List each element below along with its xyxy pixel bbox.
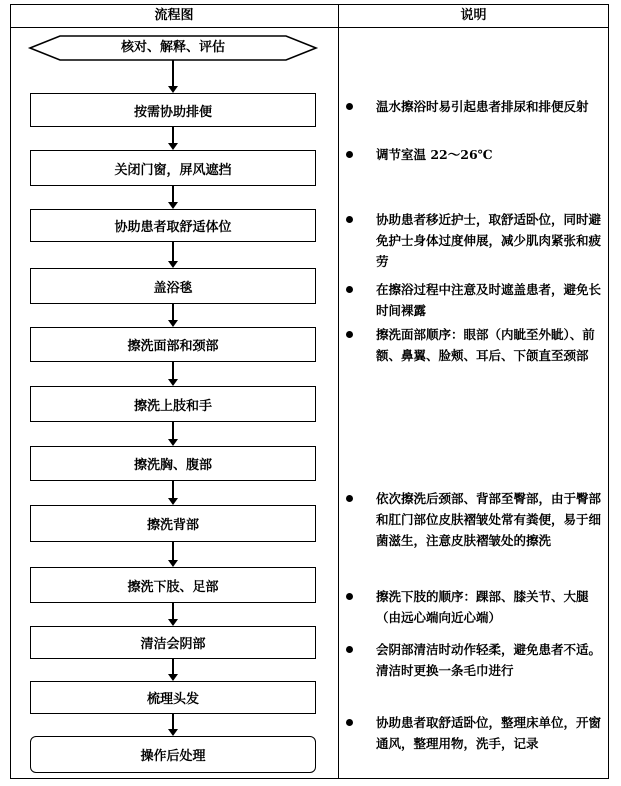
flow-arrow <box>167 603 179 626</box>
note-item <box>346 324 604 366</box>
step-clean-perineum <box>30 626 316 659</box>
step-comb-hair <box>30 681 316 714</box>
flow-arrow <box>167 714 179 736</box>
bullet-icon <box>346 719 353 726</box>
step-label: 协助患者取舒适体位 <box>114 220 232 235</box>
note-item <box>346 488 604 551</box>
step-cover-blanket <box>30 268 316 304</box>
bullet-icon <box>346 103 353 110</box>
bullet-icon <box>346 151 353 158</box>
step-label: 擦洗上肢和手 <box>133 398 212 414</box>
bullet-icon <box>346 331 353 338</box>
step-label: 清洁会阴部 <box>140 637 206 652</box>
step-label: 关闭门窗，屏风遮挡 <box>114 162 232 178</box>
step-label: 按需协助排便 <box>133 104 212 120</box>
end-post-operation <box>30 736 316 773</box>
step-label: 擦洗下肢、足部 <box>127 579 219 595</box>
flow-arrow <box>167 186 179 209</box>
bullet-icon <box>346 286 353 293</box>
note-item <box>346 586 604 628</box>
note-text: 擦洗下肢的顺序：踝部、膝关节、大腿（由远心端向近心端） <box>376 589 589 625</box>
flow-arrow <box>167 242 179 268</box>
note-item <box>346 144 604 165</box>
flow-arrow <box>167 127 179 150</box>
flow-arrow <box>167 422 179 446</box>
bullet-icon <box>346 646 353 653</box>
bullet-icon <box>346 216 353 223</box>
bullet-icon <box>346 593 353 600</box>
step-assist-toileting <box>30 93 316 127</box>
flow-arrow <box>167 481 179 505</box>
bullet-icon <box>346 495 353 502</box>
step-label: 盖浴毯 <box>153 280 193 296</box>
end-label: 操作后处理 <box>140 749 206 764</box>
start-label: 核对、解释、评估 <box>120 40 225 55</box>
note-text: 温水擦浴时易引起患者排尿和排便反射 <box>376 99 589 114</box>
note-item <box>346 279 604 321</box>
note-text: 协助患者取舒适卧位，整理床单位，开窗通风，整理用物，洗手，记录 <box>376 715 602 751</box>
note-text: 在擦浴过程中注意及时遮盖患者，避免长时间裸露 <box>376 282 602 318</box>
flow-arrow <box>167 304 179 327</box>
flow-arrow <box>167 659 179 681</box>
note-item <box>346 209 604 272</box>
step-label: 擦洗胸、腹部 <box>133 458 212 473</box>
header-flowchart: 流程图 <box>154 8 194 23</box>
step-label: 擦洗背部 <box>146 518 199 533</box>
step-wash-back <box>30 505 316 542</box>
step-wash-face-neck <box>30 327 316 362</box>
step-wash-chest-abdomen <box>30 446 316 481</box>
note-text: 依次擦洗后颈部、背部至臀部，由于臀部和肛门部位皮肤褶皱处常有粪便，易于细菌滋生，注意皮肤褶皱处的擦洗 <box>376 491 602 548</box>
header-notes: 说明 <box>460 8 487 23</box>
step-comfortable-position <box>30 209 316 242</box>
note-text: 会阴部清洁时动作轻柔，避免患者不适。清洁时更换一条毛巾进行 <box>376 642 602 678</box>
note-text: 擦洗面部顺序：眼部（内眦至外眦）、前额、鼻翼、脸颊、耳后、下颌直至颈部 <box>376 327 595 363</box>
note-text: 协助患者移近护士，取舒适卧位，同时避免护士身体过度伸展，减少肌肉紧张和疲劳 <box>376 212 602 269</box>
step-label: 梳理头发 <box>146 692 199 707</box>
flow-arrow <box>167 542 179 567</box>
step-wash-arms-hands <box>30 386 316 422</box>
note-item <box>346 639 604 681</box>
note-item <box>346 712 604 754</box>
note-item <box>346 96 604 117</box>
flow-arrow <box>167 362 179 386</box>
step-wash-legs-feet <box>30 567 316 603</box>
step-close-windows <box>30 150 316 186</box>
flow-arrow <box>167 60 179 93</box>
note-text: 调节室温 22～26℃ <box>376 147 493 162</box>
step-label: 擦洗面部和颈部 <box>127 339 219 354</box>
